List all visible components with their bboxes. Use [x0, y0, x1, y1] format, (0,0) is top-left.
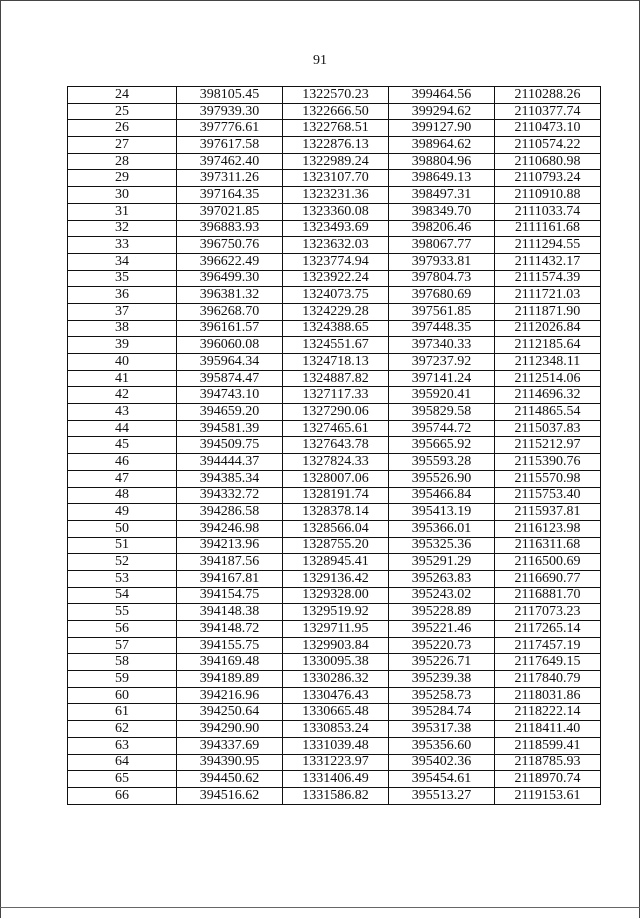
point-number-cell: 56 — [68, 621, 177, 638]
point-number-cell: 32 — [68, 220, 177, 237]
point-number-cell: 64 — [68, 754, 177, 771]
y2-cell: 2115390.76 — [495, 454, 601, 471]
y2-cell: 2117840.79 — [495, 671, 601, 688]
y2-cell: 2110377.74 — [495, 103, 601, 120]
y2-cell: 2116690.77 — [495, 570, 601, 587]
y1-cell: 1324073.75 — [283, 287, 389, 304]
x1-cell: 394581.39 — [177, 420, 283, 437]
table-row — [68, 287, 601, 304]
y1-cell: 1323774.94 — [283, 253, 389, 270]
y2-cell: 2116123.98 — [495, 520, 601, 537]
table-row — [68, 187, 601, 204]
page-number: 91 — [313, 53, 327, 68]
x2-cell: 395291.29 — [389, 554, 495, 571]
x1-cell: 394213.96 — [177, 537, 283, 554]
y1-cell: 1330853.24 — [283, 721, 389, 738]
table-row — [68, 153, 601, 170]
x1-cell: 398105.45 — [177, 87, 283, 104]
y2-cell: 2118222.14 — [495, 704, 601, 721]
table-row — [68, 737, 601, 754]
y2-cell: 2111161.68 — [495, 220, 601, 237]
y2-cell: 2110680.98 — [495, 153, 601, 170]
x1-cell: 396883.93 — [177, 220, 283, 237]
y1-cell: 1331406.49 — [283, 771, 389, 788]
y2-cell: 2118411.40 — [495, 721, 601, 738]
point-number-cell: 29 — [68, 170, 177, 187]
x1-cell: 395964.34 — [177, 354, 283, 371]
x2-cell: 397804.73 — [389, 270, 495, 287]
y1-cell: 1331586.82 — [283, 787, 389, 804]
y2-cell: 2111721.03 — [495, 287, 601, 304]
table-row — [68, 370, 601, 387]
y2-cell: 2114865.54 — [495, 404, 601, 421]
table-row — [68, 420, 601, 437]
x2-cell: 397561.85 — [389, 303, 495, 320]
table-row — [68, 437, 601, 454]
x1-cell: 394516.62 — [177, 787, 283, 804]
point-number-cell: 61 — [68, 704, 177, 721]
table-row — [68, 120, 601, 137]
x2-cell: 395221.46 — [389, 621, 495, 638]
x2-cell: 395466.84 — [389, 487, 495, 504]
point-number-cell: 38 — [68, 320, 177, 337]
x2-cell: 395220.73 — [389, 637, 495, 654]
y1-cell: 1328945.41 — [283, 554, 389, 571]
x2-cell: 395263.83 — [389, 570, 495, 587]
point-number-cell: 30 — [68, 187, 177, 204]
table-row — [68, 504, 601, 521]
x1-cell: 397021.85 — [177, 203, 283, 220]
x2-cell: 395239.38 — [389, 671, 495, 688]
table-row — [68, 520, 601, 537]
table-row — [68, 721, 601, 738]
table-row — [68, 354, 601, 371]
x1-cell: 394332.72 — [177, 487, 283, 504]
y1-cell: 1329328.00 — [283, 587, 389, 604]
table-row — [68, 303, 601, 320]
x2-cell: 399127.90 — [389, 120, 495, 137]
x2-cell: 395325.36 — [389, 537, 495, 554]
x1-cell: 397617.58 — [177, 137, 283, 154]
y2-cell: 2111294.55 — [495, 237, 601, 254]
point-number-cell: 35 — [68, 270, 177, 287]
table-row — [68, 587, 601, 604]
point-number-cell: 58 — [68, 654, 177, 671]
coordinate-table — [67, 86, 601, 805]
y1-cell: 1330665.48 — [283, 704, 389, 721]
table-row — [68, 754, 601, 771]
point-number-cell: 63 — [68, 737, 177, 754]
x1-cell: 394290.90 — [177, 721, 283, 738]
y2-cell: 2110473.10 — [495, 120, 601, 137]
point-number-cell: 37 — [68, 303, 177, 320]
x2-cell: 395402.36 — [389, 754, 495, 771]
table-row — [68, 671, 601, 688]
y2-cell: 2112348.11 — [495, 354, 601, 371]
point-number-cell: 27 — [68, 137, 177, 154]
x1-cell: 394148.72 — [177, 621, 283, 638]
x2-cell: 397680.69 — [389, 287, 495, 304]
point-number-cell: 24 — [68, 87, 177, 104]
table-row — [68, 270, 601, 287]
table-row — [68, 621, 601, 638]
table-row — [68, 170, 601, 187]
y2-cell: 2110288.26 — [495, 87, 601, 104]
table-row — [68, 487, 601, 504]
x1-cell: 394154.75 — [177, 587, 283, 604]
table-row — [68, 454, 601, 471]
point-number-cell: 41 — [68, 370, 177, 387]
y2-cell: 2115037.83 — [495, 420, 601, 437]
x2-cell: 395526.90 — [389, 470, 495, 487]
y1-cell: 1322876.13 — [283, 137, 389, 154]
table-row — [68, 704, 601, 721]
y2-cell: 2116881.70 — [495, 587, 601, 604]
point-number-cell: 46 — [68, 454, 177, 471]
table-row — [68, 337, 601, 354]
table-row — [68, 554, 601, 571]
x1-cell: 396750.76 — [177, 237, 283, 254]
x1-cell: 394246.98 — [177, 520, 283, 537]
y1-cell: 1331223.97 — [283, 754, 389, 771]
y1-cell: 1327290.06 — [283, 404, 389, 421]
x2-cell: 395228.89 — [389, 604, 495, 621]
x2-cell: 399464.56 — [389, 87, 495, 104]
x1-cell: 394444.37 — [177, 454, 283, 471]
x2-cell: 397340.33 — [389, 337, 495, 354]
point-number-cell: 44 — [68, 420, 177, 437]
x1-cell: 394286.58 — [177, 504, 283, 521]
x1-cell: 397462.40 — [177, 153, 283, 170]
x2-cell: 395413.19 — [389, 504, 495, 521]
y2-cell: 2115753.40 — [495, 487, 601, 504]
table-row — [68, 203, 601, 220]
point-number-cell: 59 — [68, 671, 177, 688]
y2-cell: 2114696.32 — [495, 387, 601, 404]
x1-cell: 397164.35 — [177, 187, 283, 204]
table-row — [68, 787, 601, 804]
point-number-cell: 40 — [68, 354, 177, 371]
x1-cell: 394189.89 — [177, 671, 283, 688]
table-row — [68, 537, 601, 554]
x2-cell: 398067.77 — [389, 237, 495, 254]
x1-cell: 396499.30 — [177, 270, 283, 287]
x1-cell: 394167.81 — [177, 570, 283, 587]
point-number-cell: 43 — [68, 404, 177, 421]
table-row — [68, 253, 601, 270]
y1-cell: 1322989.24 — [283, 153, 389, 170]
x2-cell: 397933.81 — [389, 253, 495, 270]
point-number-cell: 51 — [68, 537, 177, 554]
coordinate-table-body — [68, 87, 601, 805]
y1-cell: 1322768.51 — [283, 120, 389, 137]
y1-cell: 1324718.13 — [283, 354, 389, 371]
x2-cell: 395258.73 — [389, 687, 495, 704]
table-row — [68, 103, 601, 120]
point-number-cell: 47 — [68, 470, 177, 487]
point-number-cell: 66 — [68, 787, 177, 804]
y1-cell: 1323632.03 — [283, 237, 389, 254]
y1-cell: 1324551.67 — [283, 337, 389, 354]
y1-cell: 1328191.74 — [283, 487, 389, 504]
x1-cell: 397939.30 — [177, 103, 283, 120]
x1-cell: 394659.20 — [177, 404, 283, 421]
x1-cell: 395874.47 — [177, 370, 283, 387]
point-number-cell: 49 — [68, 504, 177, 521]
x1-cell: 394148.38 — [177, 604, 283, 621]
x1-cell: 394337.69 — [177, 737, 283, 754]
y2-cell: 2111871.90 — [495, 303, 601, 320]
table-row — [68, 320, 601, 337]
y1-cell: 1323107.70 — [283, 170, 389, 187]
y2-cell: 2110793.24 — [495, 170, 601, 187]
y1-cell: 1329519.92 — [283, 604, 389, 621]
table-row — [68, 387, 601, 404]
y1-cell: 1328378.14 — [283, 504, 389, 521]
point-number-cell: 36 — [68, 287, 177, 304]
y1-cell: 1322570.23 — [283, 87, 389, 104]
point-number-cell: 31 — [68, 203, 177, 220]
x1-cell: 394155.75 — [177, 637, 283, 654]
y1-cell: 1323493.69 — [283, 220, 389, 237]
x2-cell: 398804.96 — [389, 153, 495, 170]
x2-cell: 395454.61 — [389, 771, 495, 788]
table-row — [68, 604, 601, 621]
x2-cell: 395317.38 — [389, 721, 495, 738]
x1-cell: 394216.96 — [177, 687, 283, 704]
y1-cell: 1330286.32 — [283, 671, 389, 688]
y2-cell: 2112514.06 — [495, 370, 601, 387]
y2-cell: 2115570.98 — [495, 470, 601, 487]
point-number-cell: 55 — [68, 604, 177, 621]
y1-cell: 1327643.78 — [283, 437, 389, 454]
x1-cell: 397776.61 — [177, 120, 283, 137]
y1-cell: 1328755.20 — [283, 537, 389, 554]
table-row — [68, 687, 601, 704]
x2-cell: 395920.41 — [389, 387, 495, 404]
y1-cell: 1328007.06 — [283, 470, 389, 487]
x2-cell: 395593.28 — [389, 454, 495, 471]
x2-cell: 395665.92 — [389, 437, 495, 454]
y2-cell: 2116500.69 — [495, 554, 601, 571]
y2-cell: 2117265.14 — [495, 621, 601, 638]
point-number-cell: 54 — [68, 587, 177, 604]
y2-cell: 2117457.19 — [495, 637, 601, 654]
y1-cell: 1323360.08 — [283, 203, 389, 220]
table-row — [68, 654, 601, 671]
x2-cell: 395744.72 — [389, 420, 495, 437]
point-number-cell: 39 — [68, 337, 177, 354]
point-number-cell: 34 — [68, 253, 177, 270]
x1-cell: 394187.56 — [177, 554, 283, 571]
table-row — [68, 771, 601, 788]
x1-cell: 394450.62 — [177, 771, 283, 788]
y2-cell: 2111574.39 — [495, 270, 601, 287]
y2-cell: 2110910.88 — [495, 187, 601, 204]
y2-cell: 2117073.23 — [495, 604, 601, 621]
x1-cell: 396622.49 — [177, 253, 283, 270]
table-row — [68, 570, 601, 587]
point-number-cell: 50 — [68, 520, 177, 537]
point-number-cell: 52 — [68, 554, 177, 571]
x2-cell: 395284.74 — [389, 704, 495, 721]
x1-cell: 397311.26 — [177, 170, 283, 187]
x2-cell: 398649.13 — [389, 170, 495, 187]
x2-cell: 398206.46 — [389, 220, 495, 237]
y1-cell: 1323231.36 — [283, 187, 389, 204]
x2-cell: 395356.60 — [389, 737, 495, 754]
y2-cell: 2118031.86 — [495, 687, 601, 704]
point-number-cell: 45 — [68, 437, 177, 454]
y2-cell: 2116311.68 — [495, 537, 601, 554]
point-number-cell: 48 — [68, 487, 177, 504]
x2-cell: 399294.62 — [389, 103, 495, 120]
point-number-cell: 60 — [68, 687, 177, 704]
table-row — [68, 137, 601, 154]
x2-cell: 395829.58 — [389, 404, 495, 421]
y1-cell: 1331039.48 — [283, 737, 389, 754]
table-row — [68, 637, 601, 654]
y2-cell: 2111432.17 — [495, 253, 601, 270]
point-number-cell: 26 — [68, 120, 177, 137]
y2-cell: 2119153.61 — [495, 787, 601, 804]
y2-cell: 2111033.74 — [495, 203, 601, 220]
y1-cell: 1328566.04 — [283, 520, 389, 537]
y1-cell: 1329903.84 — [283, 637, 389, 654]
x1-cell: 394743.10 — [177, 387, 283, 404]
y2-cell: 2118599.41 — [495, 737, 601, 754]
y1-cell: 1323922.24 — [283, 270, 389, 287]
y1-cell: 1322666.50 — [283, 103, 389, 120]
point-number-cell: 57 — [68, 637, 177, 654]
x1-cell: 396268.70 — [177, 303, 283, 320]
x2-cell: 398964.62 — [389, 137, 495, 154]
point-number-cell: 62 — [68, 721, 177, 738]
y1-cell: 1324887.82 — [283, 370, 389, 387]
y1-cell: 1327117.33 — [283, 387, 389, 404]
x1-cell: 396060.08 — [177, 337, 283, 354]
y2-cell: 2110574.22 — [495, 137, 601, 154]
y1-cell: 1324388.65 — [283, 320, 389, 337]
table-row — [68, 470, 601, 487]
y1-cell: 1324229.28 — [283, 303, 389, 320]
y1-cell: 1327465.61 — [283, 420, 389, 437]
x2-cell: 395366.01 — [389, 520, 495, 537]
x2-cell: 397141.24 — [389, 370, 495, 387]
x2-cell: 395513.27 — [389, 787, 495, 804]
x1-cell: 394390.95 — [177, 754, 283, 771]
x1-cell: 396381.32 — [177, 287, 283, 304]
y2-cell: 2117649.15 — [495, 654, 601, 671]
table-row — [68, 220, 601, 237]
y1-cell: 1327824.33 — [283, 454, 389, 471]
table-row — [68, 87, 601, 104]
point-number-cell: 28 — [68, 153, 177, 170]
point-number-cell: 42 — [68, 387, 177, 404]
point-number-cell: 25 — [68, 103, 177, 120]
table-row — [68, 237, 601, 254]
y1-cell: 1329711.95 — [283, 621, 389, 638]
x2-cell: 397448.35 — [389, 320, 495, 337]
point-number-cell: 65 — [68, 771, 177, 788]
x1-cell: 394385.34 — [177, 470, 283, 487]
y2-cell: 2118785.93 — [495, 754, 601, 771]
y2-cell: 2118970.74 — [495, 771, 601, 788]
x2-cell: 395243.02 — [389, 587, 495, 604]
x2-cell: 398349.70 — [389, 203, 495, 220]
table-row — [68, 404, 601, 421]
y2-cell: 2115212.97 — [495, 437, 601, 454]
y1-cell: 1329136.42 — [283, 570, 389, 587]
point-number-cell: 53 — [68, 570, 177, 587]
x1-cell: 394250.64 — [177, 704, 283, 721]
x1-cell: 394509.75 — [177, 437, 283, 454]
y2-cell: 2112026.84 — [495, 320, 601, 337]
y1-cell: 1330095.38 — [283, 654, 389, 671]
y2-cell: 2115937.81 — [495, 504, 601, 521]
y1-cell: 1330476.43 — [283, 687, 389, 704]
x2-cell: 395226.71 — [389, 654, 495, 671]
x1-cell: 396161.57 — [177, 320, 283, 337]
page-bottom-rule — [0, 907, 640, 908]
x2-cell: 397237.92 — [389, 354, 495, 371]
x1-cell: 394169.48 — [177, 654, 283, 671]
point-number-cell: 33 — [68, 237, 177, 254]
y2-cell: 2112185.64 — [495, 337, 601, 354]
x2-cell: 398497.31 — [389, 187, 495, 204]
